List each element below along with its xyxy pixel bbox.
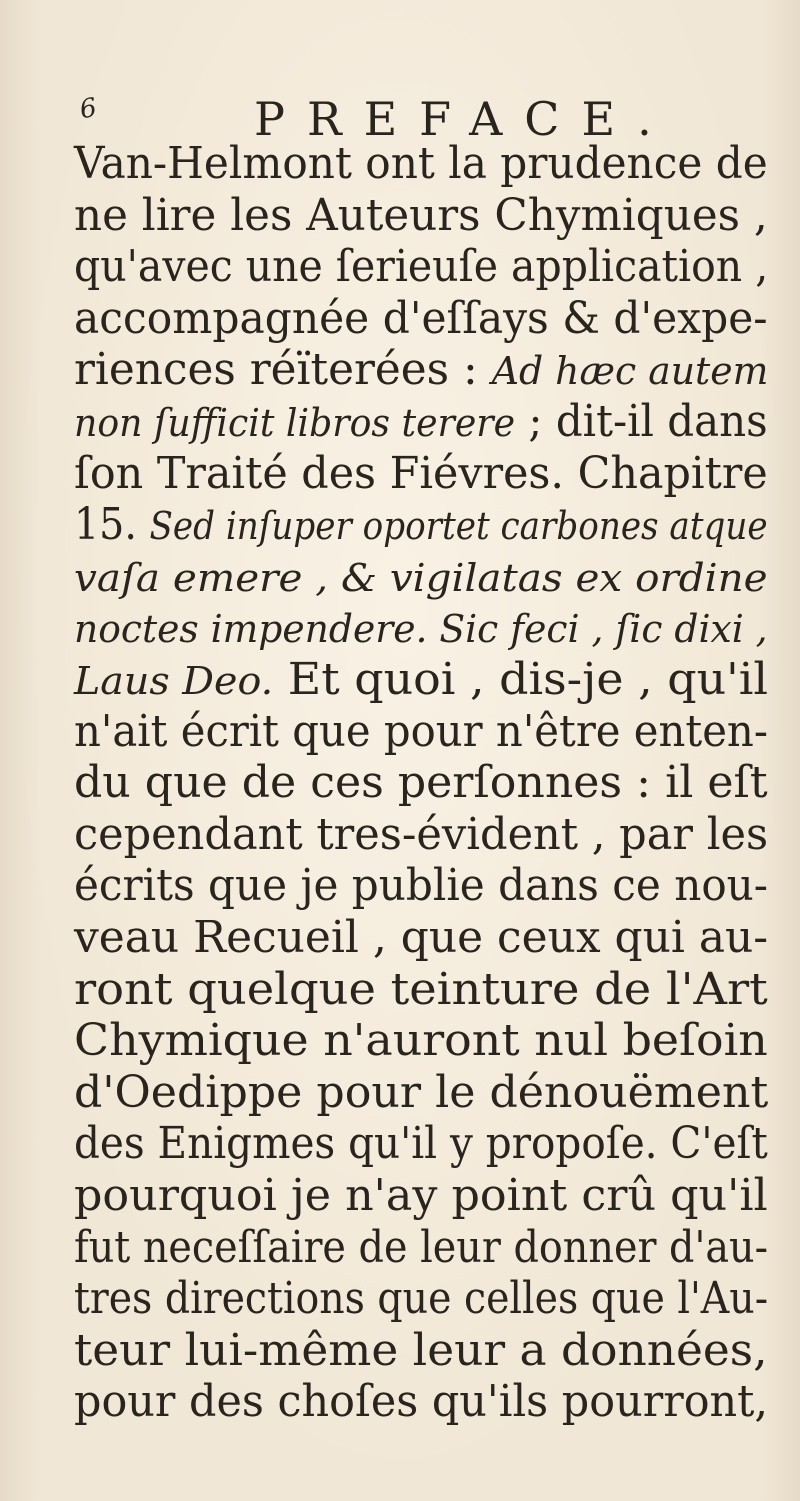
text-line <box>74 1118 768 1172</box>
line-text: fut neceſſaire de leur donner d'au- <box>74 1221 769 1273</box>
line-text: pourquoi je n'ay point crû qu'il <box>74 1170 768 1221</box>
text-line <box>74 757 768 811</box>
text-line <box>74 809 768 863</box>
line-text: des Enigmes qu'il y propoſe. C'eſt <box>74 1118 768 1170</box>
line-text: n'ait écrit que pour n'être enten- <box>74 705 768 757</box>
text-line <box>74 138 768 192</box>
text-line <box>74 1170 768 1224</box>
text-line <box>74 396 768 450</box>
page-number: 6 <box>77 92 100 126</box>
line-text: Et quoi , dis-je , qu'il <box>273 654 769 705</box>
latin-quote-text: vaſa emere , & vigilatas ex ordine <box>74 555 768 600</box>
text-line <box>74 964 768 1018</box>
text-line <box>74 912 768 966</box>
line-text: tres directions que celles que l'Au- <box>74 1273 769 1325</box>
text-line <box>74 344 768 398</box>
latin-quote-text: noctes impendere. Sic feci , ſic dixi , <box>74 607 768 652</box>
line-text: du que de ces perſonnes : il eſt <box>74 757 768 809</box>
line-text: ; dit-il dans <box>515 396 768 447</box>
line-text: d'Oedippe pour le dénouëment <box>74 1066 769 1118</box>
text-line <box>74 1273 768 1327</box>
latin-quote-text: Sed inſuper oportet carbones atque <box>149 504 768 549</box>
latin-quote-text: Ad hæc autem <box>491 349 769 394</box>
line-text: cependant tres-évident , par les <box>74 808 769 860</box>
text-line <box>74 448 768 502</box>
text-line <box>74 499 768 553</box>
line-text: 15. <box>74 499 150 551</box>
line-text: accompagnée d'eſſays & d'expe- <box>74 292 768 344</box>
text-line <box>74 654 768 708</box>
text-line <box>74 190 768 244</box>
running-title: PREFACE. <box>254 92 674 146</box>
text-line <box>74 1376 768 1430</box>
text-line <box>74 241 768 295</box>
text-line <box>74 1222 768 1276</box>
line-text: écrits que je publie dans ce nou- <box>74 860 769 912</box>
line-text: ne lire les Auteurs Chymiques , <box>74 189 768 241</box>
line-text: ront quelque teinture de l'Art <box>74 963 768 1015</box>
line-text: Chymique n'auront nul beſoin <box>74 1015 768 1067</box>
line-text: Van-Helmont ont la prudence de <box>74 138 768 189</box>
line-text: pour des choſes qu'ils pourront, <box>74 1376 769 1428</box>
text-line <box>74 293 768 347</box>
line-text: veau Recueil , que ceux qui au- <box>74 912 769 963</box>
line-text: teur lui-même leur a données, <box>74 1324 768 1376</box>
text-line <box>74 602 768 656</box>
text-line <box>74 860 768 914</box>
text-line <box>74 1325 768 1379</box>
text-line <box>74 551 768 605</box>
line-text: qu'avec une ſerieuſe application , <box>74 241 769 293</box>
text-line <box>74 1015 768 1069</box>
latin-quote-text: non ſufficit libros terere <box>74 401 516 445</box>
line-text: ſon Traité des Fiévres. Chapitre <box>74 447 768 499</box>
latin-quote-text: Laus Deo. <box>74 659 274 703</box>
text-line <box>74 706 768 760</box>
text-line <box>74 1067 768 1121</box>
line-text: riences réïterées : <box>74 344 492 396</box>
